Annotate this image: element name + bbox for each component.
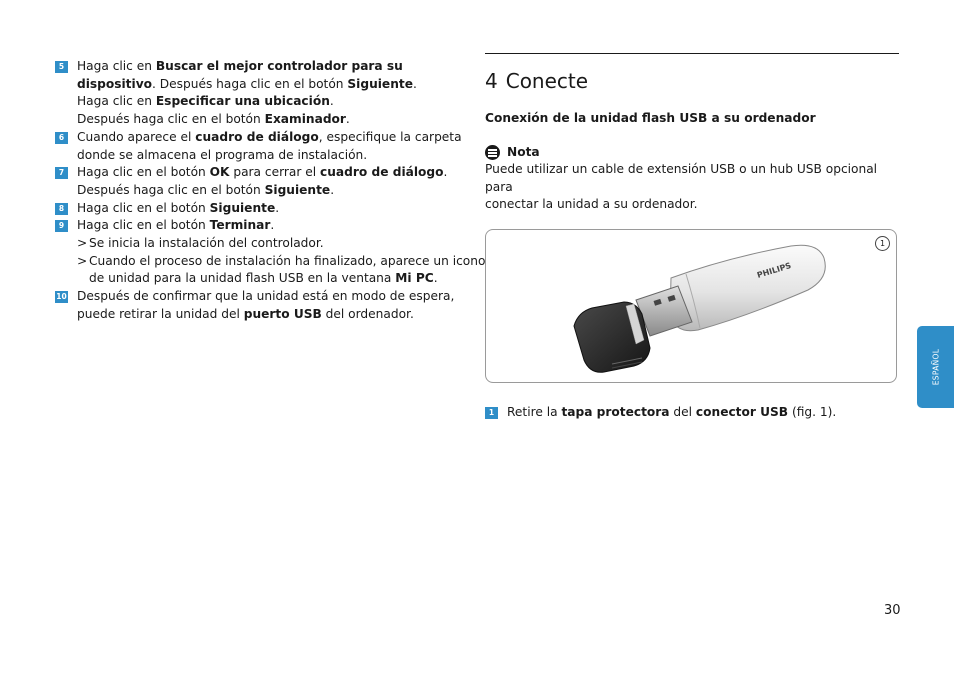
bold-term: Terminar	[209, 218, 271, 233]
device-brand: PHILIPS	[755, 261, 793, 281]
text-run: del	[669, 405, 696, 420]
page-number: 30	[884, 603, 901, 618]
bold-term: Especificar una ubicación	[155, 94, 330, 109]
text-run: .	[412, 76, 417, 91]
text-run: (fig. 1).	[788, 405, 837, 420]
text-run: Se inicia la instalación del controlador.	[89, 236, 324, 251]
text-run: de unidad para la unidad flash USB en la ventana	[89, 271, 396, 286]
text-run: .	[329, 94, 334, 109]
bold-term: Siguiente	[264, 182, 331, 197]
protective-cap	[574, 302, 650, 372]
bold-term: Examinador	[264, 112, 346, 127]
bold-term: Buscar el mejor controlador para su	[155, 59, 403, 73]
step-number-badge: 10	[56, 292, 67, 302]
figure-caption	[485, 404, 899, 421]
usb-figure	[485, 229, 897, 383]
usb-drive-illustration	[486, 230, 896, 382]
text-run: Haga clic en el botón	[77, 200, 210, 215]
text-run: . Después haga clic en el botón	[152, 76, 348, 91]
text-run: .	[270, 218, 275, 233]
bold-term: Siguiente	[209, 200, 276, 215]
step-number-badge: 7	[55, 167, 68, 179]
step-line	[55, 182, 471, 200]
text-run: del ordenador.	[321, 306, 414, 321]
result-marker: >	[77, 236, 88, 251]
text-run: Haga clic en	[77, 59, 156, 73]
bold-term: dispositivo	[77, 76, 153, 91]
usb-drive-body	[670, 245, 825, 331]
step-line	[55, 76, 471, 94]
text-run: Cuando aparece el	[77, 129, 196, 144]
section-rule	[485, 53, 899, 54]
section-number: 4	[485, 69, 498, 93]
caption-number-badge: 1	[485, 407, 498, 419]
text-run: .	[433, 271, 438, 286]
connect-section	[485, 53, 899, 421]
subheading: Conexión de la unidad flash USB a su ordenador	[485, 111, 816, 125]
text-run: donde se almacena el programa de instalación.	[77, 147, 368, 162]
step-line	[55, 129, 471, 147]
text-run: Haga clic en el botón	[77, 218, 210, 233]
text-run: .	[345, 112, 350, 127]
note-line: Puede utilizar un cable de extensión USB o un hub USB opcional para	[485, 162, 878, 194]
step-line	[55, 93, 471, 111]
text-run: Después haga clic en el botón	[77, 112, 265, 127]
text-run: .	[275, 200, 280, 215]
language-tab	[917, 326, 954, 408]
bold-term: tapa protectora	[561, 405, 670, 420]
step-line	[55, 200, 471, 218]
note-title	[485, 144, 899, 161]
bold-term: cuadro de diálogo	[320, 165, 444, 180]
text-run: Haga clic en	[77, 94, 156, 109]
result-line	[55, 253, 486, 271]
note-label: Nota	[507, 145, 540, 159]
step-number-badge: 6	[55, 132, 68, 144]
step-number-badge: 5	[55, 61, 68, 73]
bold-term: puerto USB	[243, 306, 322, 321]
note-line: conectar la unidad a su ordenador.	[485, 197, 698, 212]
bold-term: OK	[209, 165, 230, 180]
step-line	[55, 288, 471, 306]
text-run: Haga clic en el botón	[77, 165, 210, 180]
step-number-badge: 9	[55, 220, 68, 232]
bold-term: Mi PC	[395, 271, 434, 286]
step-line	[55, 164, 471, 182]
bold-term: Siguiente	[347, 76, 413, 91]
instruction-steps	[55, 58, 486, 324]
step-line	[55, 147, 471, 165]
step-line	[55, 111, 471, 129]
note-text	[485, 161, 899, 214]
bold-term: conector USB	[695, 405, 789, 420]
section-title: Conecte	[505, 69, 589, 93]
text-run: Después haga clic en el botón	[77, 182, 265, 197]
text-run: puede retirar la unidad del	[77, 306, 244, 321]
text-run: .	[330, 182, 335, 197]
text-run: Después de confirmar que la unidad está en modo de espera,	[77, 289, 455, 304]
bold-term: cuadro de diálogo	[195, 129, 319, 144]
language-label: ESPAÑOL	[931, 348, 940, 386]
text-run: Retire la	[507, 405, 562, 420]
step-line	[55, 58, 471, 76]
text-run: , especifique la carpeta	[318, 129, 462, 144]
figure-number: 1	[875, 236, 890, 251]
result-line	[55, 235, 471, 253]
result-line	[55, 270, 471, 288]
text-run: para cerrar el	[229, 165, 321, 180]
note-icon	[485, 145, 500, 160]
result-marker: >	[77, 253, 88, 268]
text-run: Cuando el proceso de instalación ha finalizado, aparece un icono	[89, 253, 486, 268]
step-line	[55, 306, 471, 324]
step-line	[55, 217, 471, 235]
step-number-badge: 8	[55, 203, 68, 215]
text-run: .	[443, 165, 448, 180]
section-heading	[485, 68, 899, 94]
